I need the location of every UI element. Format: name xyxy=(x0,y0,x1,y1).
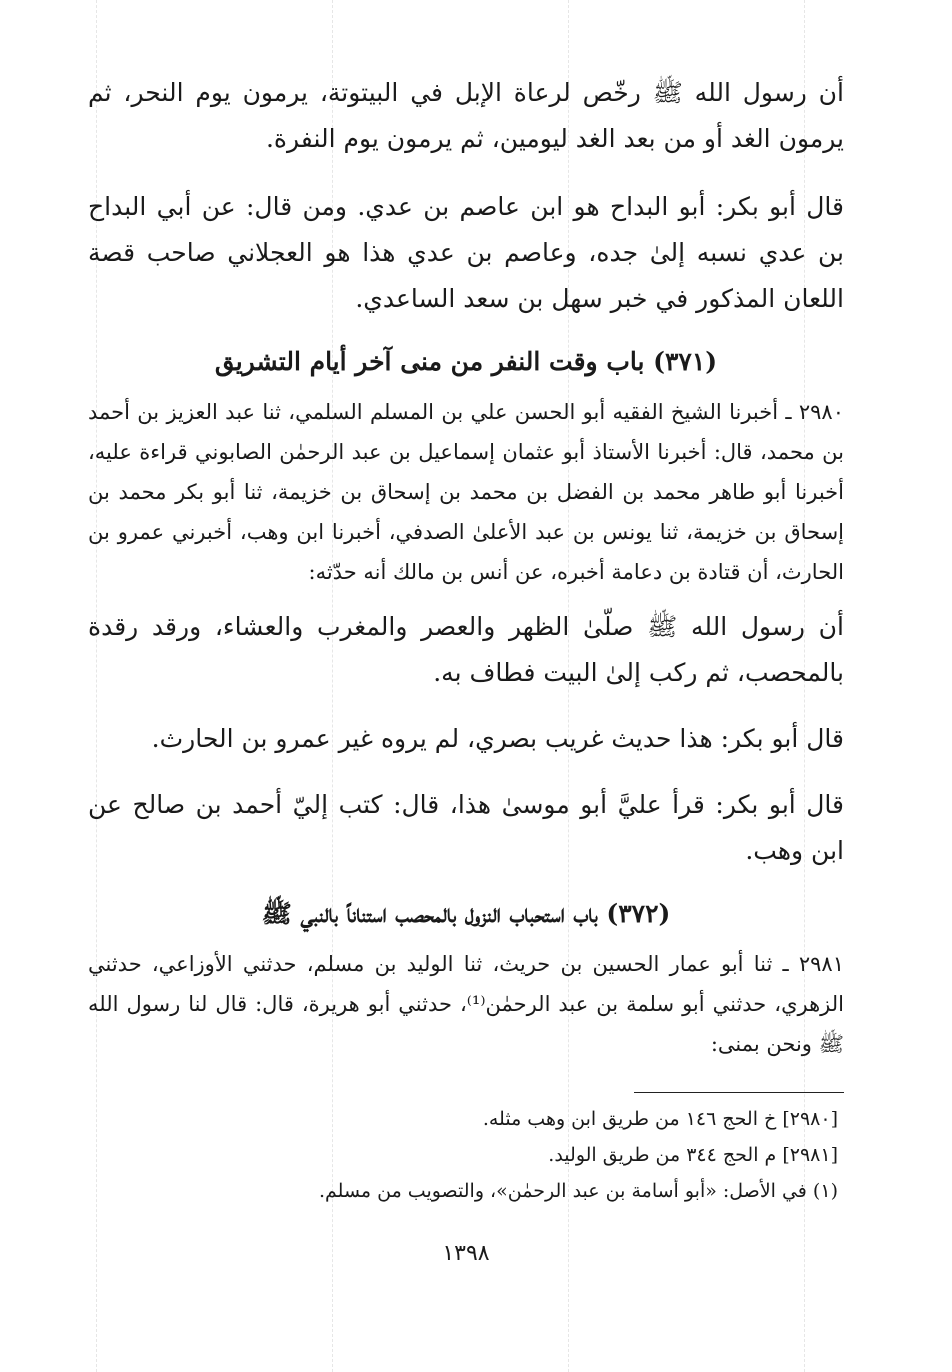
body-paragraph: أن رسول الله ﷺ صلّىٰ الظهر والعصر والمغرب والعشاء، ورقد رقدة بالمحصب، ثم ركب إلىٰ البيت فطاف به. xyxy=(88,612,844,687)
hadith-isnad: ٢٩٨١ ـ ثنا أبو عمار الحسين بن حريث، ثنا الوليد بن مسلم، حدثني الأوزاعي، حدثني الزهري، حدثني أبو سلمة بن عبد الرحمٰن⁽¹⁾، حدثني أبو هريرة، قال: قال لنا رسول الله ﷺ ونحن بمنى: xyxy=(88,952,844,1056)
chapter-heading: (٣٧١) باب وقت النفر من منى آخر أيام التشريق xyxy=(214,347,718,376)
hadith-isnad: ٢٩٨٠ ـ أخبرنا الشيخ الفقيه أبو الحسن علي بن المسلم السلمي، ثنا عبد العزيز بن أحمد بن محمد، قال: أخبرنا الأستاذ أبو عثمان إسماعيل بن عبد الرحمٰن الصابوني قراءة عليه، أخبرنا أبو طاهر محمد بن الفضل بن محمد بن إسحاق بن خزيمة، ثنا أبو بكر محمد بن إسحاق بن خزيمة، ثنا يونس بن عبد الأعلىٰ الصدفي، أخبرنا ابن وهب، أخبرني عمرو بن الحارث، أن قتادة بن دعامة أخبره، عن أنس بن مالك أنه حدّثه: xyxy=(88,400,844,584)
page-number: ١٣٩٨ xyxy=(442,1241,490,1266)
body-paragraph: قال أبو بكر: أبو البداح هو ابن عاصم بن عدي. ومن قال: عن أبي البداح بن عدي نسبه إلىٰ جده، وعاصم بن عدي هذا هو العجلاني صاحب قصة اللعان المذكور في خبر سهل بن سعد الساعدي. xyxy=(88,192,844,313)
body-paragraph: قال أبو بكر: قرأ عليَّ أبو موسىٰ هذا، قال: كتب إليّ أحمد بن صالح عن ابن وهب. xyxy=(88,790,844,865)
footnote: (١) في الأصل: «أبو أسامة بن عبد الرحمٰن»، والتصويب من مسلم. xyxy=(318,1180,838,1202)
footnote: [٢٩٨٠] خ الحج ١٤٦ من طريق ابن وهب مثله. xyxy=(482,1108,838,1130)
page-body xyxy=(88,70,844,1266)
body-paragraph: أن رسول الله ﷺ رخّص لرعاة الإبل في البيتوتة، يرمون يوم النحر، ثم يرمون الغد أو من بعد الغد ليومين، ثم يرمون يوم النفرة. xyxy=(88,78,844,153)
footnotes xyxy=(88,1101,844,1209)
body-paragraph: قال أبو بكر: هذا حديث غريب بصري، لم يروه غير عمرو بن الحارث. xyxy=(151,724,844,753)
footnote-separator xyxy=(634,1092,844,1093)
chapter-heading: (٣٧٢) باب استحباب النزول بالمحصب استناناً بالنبي ﷺ xyxy=(261,899,671,928)
footnote: [٢٩٨١] م الحج ٣٤٤ من طريق الوليد. xyxy=(548,1144,838,1166)
